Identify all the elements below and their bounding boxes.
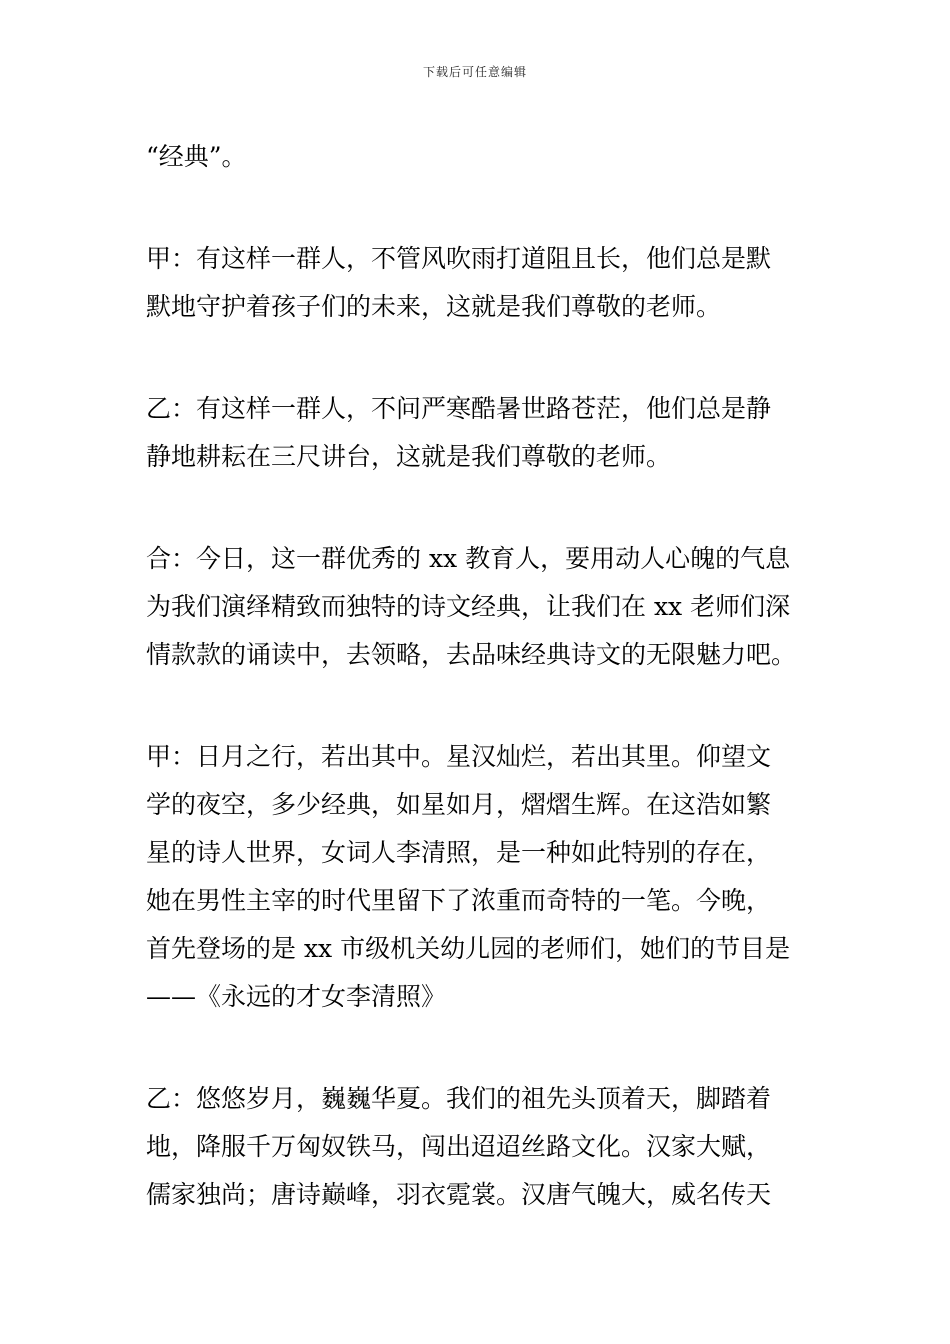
text-line: 她在男性主宰的时代里留下了浓重而奇特的一笔。今晚， <box>146 886 772 915</box>
paragraph-gap <box>146 331 806 385</box>
paragraph-gap <box>146 679 806 733</box>
paragraph-4 <box>146 535 806 679</box>
text-line: 甲：有这样一群人，不管风吹雨打道阻且长，他们总是默 <box>146 244 772 273</box>
text-line: “经典”。 <box>146 142 247 171</box>
page-header: 下载后可任意编辑 <box>422 65 527 79</box>
paragraph-3 <box>146 385 806 481</box>
paragraph-1 <box>146 133 806 181</box>
text-line: 星的诗人世界，女词人李清照，是一种如此特别的存在， <box>146 838 772 867</box>
paragraph-6 <box>146 1075 806 1219</box>
text-line: 儒家独尚；唐诗巅峰，羽衣霓裳。汉唐气魄大，威名传天 <box>146 1180 772 1209</box>
text-line: 静地耕耘在三尺讲台，这就是我们尊敬的老师。 <box>146 442 672 471</box>
paragraph-gap <box>146 1021 806 1075</box>
paragraph-2 <box>146 235 806 331</box>
paragraph-5 <box>146 733 806 1021</box>
text-line: 默地守护着孩子们的未来，这就是我们尊敬的老师。 <box>146 292 722 321</box>
text-line: 学的夜空，多少经典，如星如月，熠熠生辉。在这浩如繁 <box>146 790 772 819</box>
text-line: 情款款的诵读中，去领略，去品味经典诗文的无限魅力吧。 <box>146 640 797 669</box>
text-line: 地，降服千万匈奴铁马，闯出迢迢丝路文化。汉家大赋， <box>146 1132 772 1161</box>
text-line: 为我们演绎精致而独特的诗文经典，让我们在 xx 老师们深 <box>146 592 791 621</box>
paragraph-gap <box>146 481 806 535</box>
text-line: 合：今日，这一群优秀的 xx 教育人，要用动人心魄的气息 <box>146 544 791 573</box>
text-line: 乙：悠悠岁月，巍巍华夏。我们的祖先头顶着天，脚踏着 <box>146 1084 772 1113</box>
text-line: 乙：有这样一群人，不问严寒酷暑世路苍茫，他们总是静 <box>146 394 772 423</box>
text-line: 甲：日月之行，若出其中。星汉灿烂，若出其里。仰望文 <box>146 742 772 771</box>
text-line: 首先登场的是 xx 市级机关幼儿园的老师们，她们的节目是 <box>146 934 791 963</box>
text-line: ——《永远的才女李清照》 <box>146 982 447 1011</box>
document-body <box>146 133 806 1219</box>
paragraph-gap <box>146 181 806 235</box>
